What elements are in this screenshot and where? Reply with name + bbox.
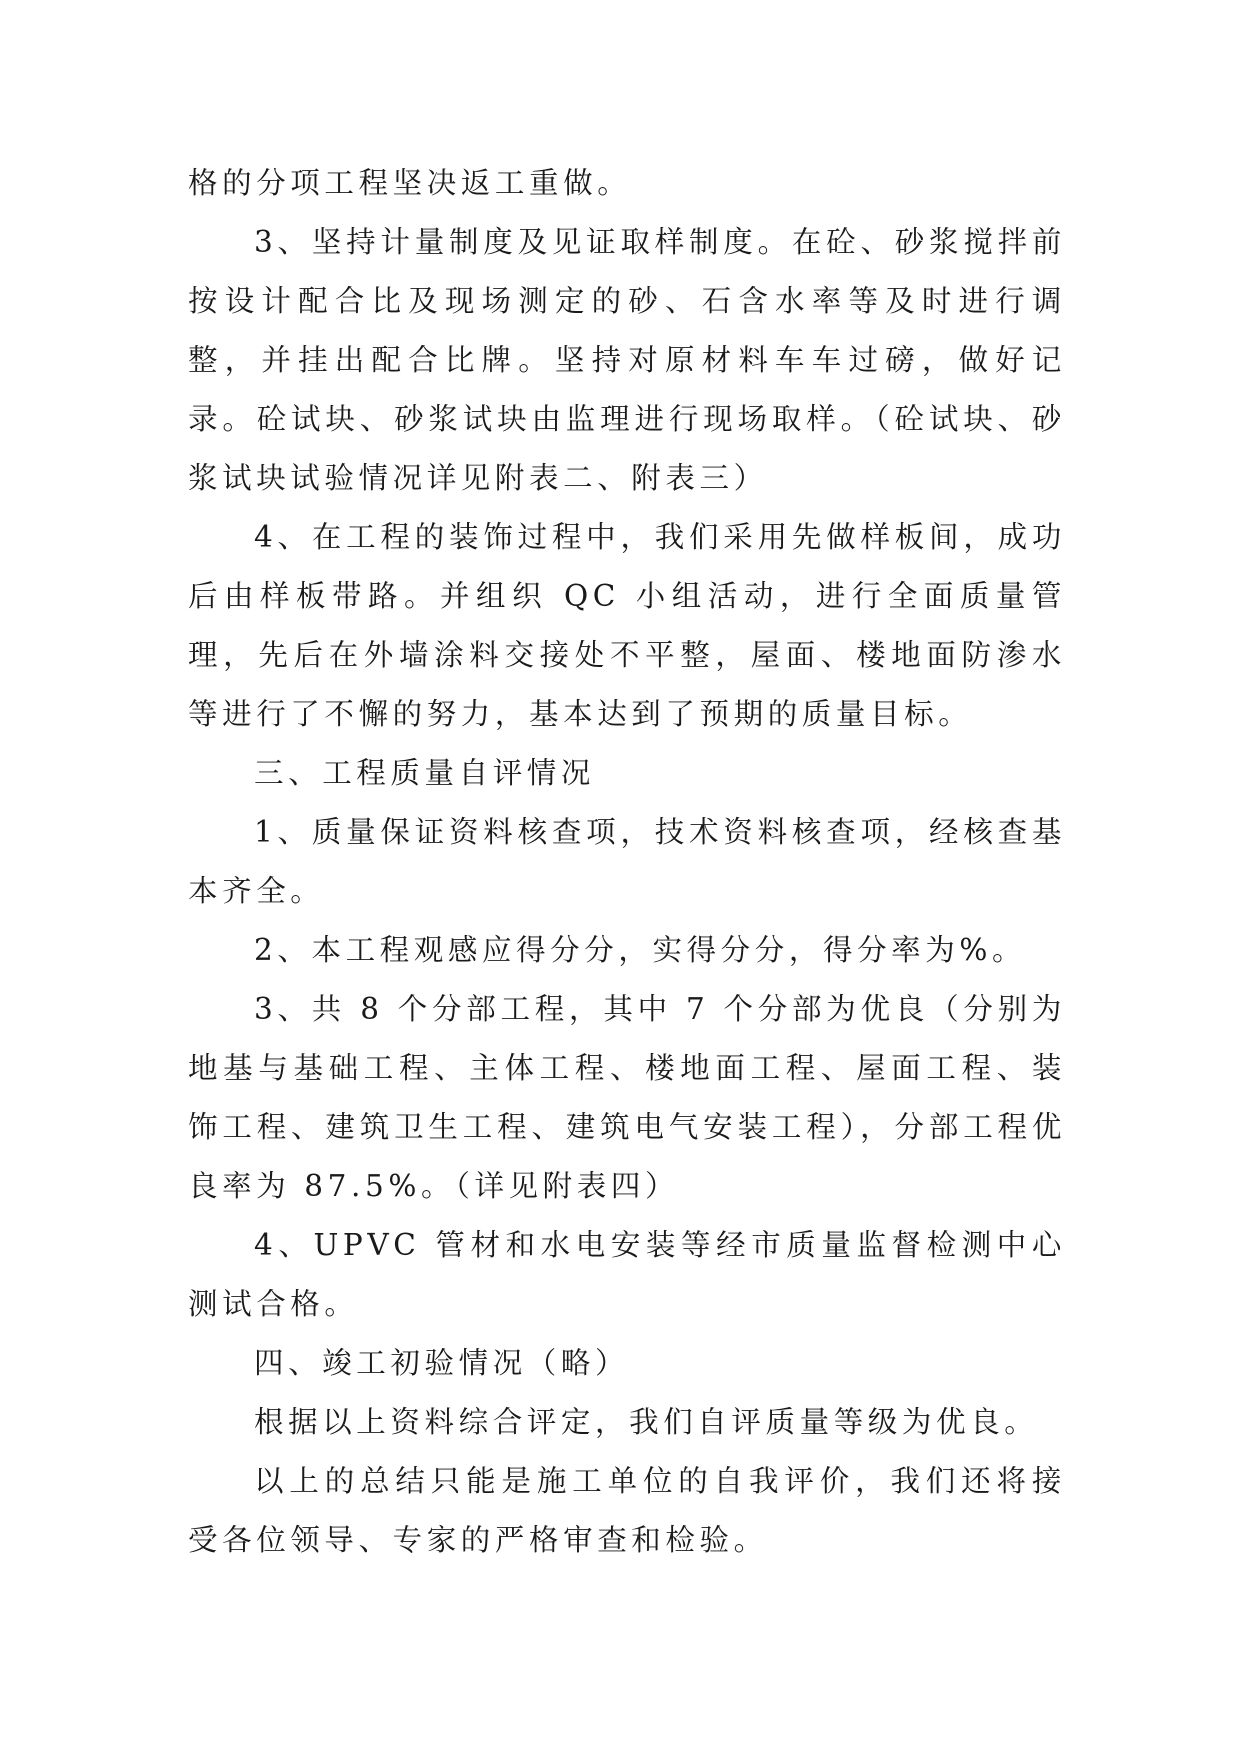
paragraph-closing: 以上的总结只能是施工单位的自我评价，我们还将接受各位领导、专家的严格审查和检验。 (188, 1464, 1066, 1557)
paragraph-eval-item-3: 3、共 8 个分部工程，其中 7 个分部为优良（分别为地基与基础工程、主体工程、楼地面工程、屋面工程、装饰工程、建筑卫生工程、建筑电气安装工程），分部工程优良率为 87.5%。（详见附表四） (188, 992, 1066, 1203)
paragraph-item-4-decoration: 4、在工程的装饰过程中，我们采用先做样板间，成功后由样板带路。并组织 QC 小组活动，进行全面质量管理，先后在外墙涂料交接处不平整，屋面、楼地面防渗水等进行了不懈的努力，基本达到了预期的质量目标。 (188, 520, 1066, 731)
document-body (188, 154, 1066, 1570)
section-heading-self-evaluation: 三、工程质量自评情况 (254, 756, 596, 790)
paragraph-eval-item-1: 1、质量保证资料核查项，技术资料核查项，经核查基本齐全。 (188, 815, 1066, 908)
paragraph-conclusion: 根据以上资料综合评定，我们自评质量等级为优良。 (254, 1405, 1039, 1439)
paragraph-item-3-sampling: 3、坚持计量制度及见证取样制度。在砼、砂浆搅拌前按设计配合比及现场测定的砂、石含水率等及时进行调整，并挂出配合比牌。坚持对原材料车车过磅，做好记录。砼试块、砂浆试块由监理进行现场取样。（砼试块、砂浆试块试验情况详见附表二、附表三） (188, 225, 1066, 495)
section-heading-initial-acceptance: 四、竣工初验情况（略） (254, 1346, 630, 1380)
paragraph-eval-item-2: 2、本工程观感应得分分，实得分分，得分率为%。 (254, 933, 1027, 967)
paragraph-continuation: 格的分项工程坚决返工重做。 (188, 166, 632, 200)
paragraph-eval-item-4: 4、UPVC 管材和水电安装等经市质量监督检测中心测试合格。 (188, 1228, 1066, 1321)
